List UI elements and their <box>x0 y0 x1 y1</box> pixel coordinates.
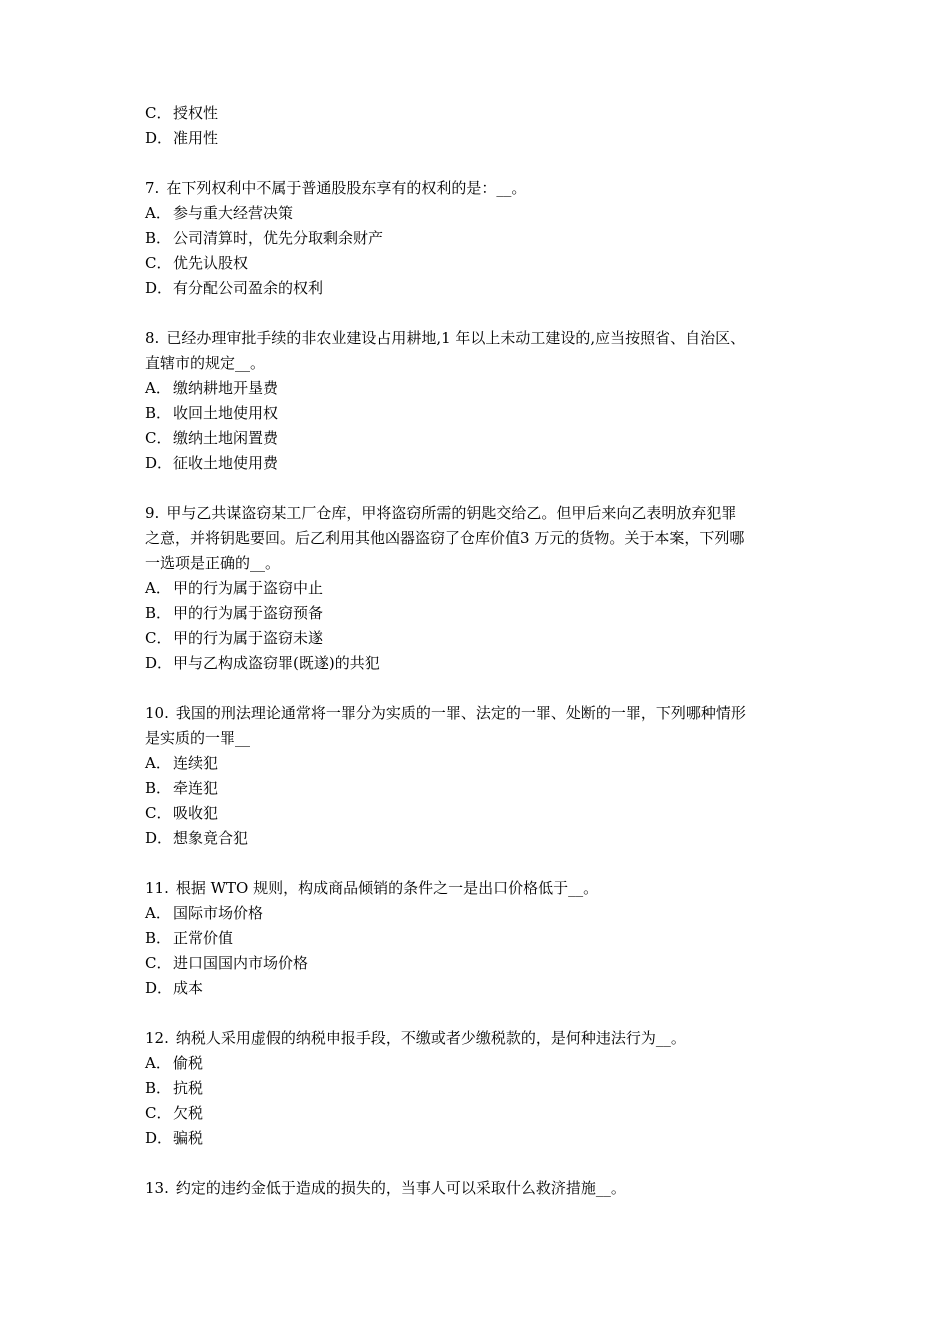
option-text: 征收土地使用费 <box>173 454 279 472</box>
question-text: 约定的违约金低于造成的损失的，当事人可以采取什么救济措施__。 <box>175 1179 626 1197</box>
answer-option <box>145 651 825 676</box>
option-letter: B． <box>145 779 172 797</box>
option-letter: A． <box>145 204 171 222</box>
option-text: 抗税 <box>173 1079 204 1097</box>
option-letter: B． <box>145 1079 172 1097</box>
question-text: 我国的刑法理论通常将一罪分为实质的一罪、法定的一罪、处断的一罪，下列哪种情形 <box>175 704 746 722</box>
option-letter: B． <box>145 229 172 247</box>
option-letter: C． <box>145 804 172 822</box>
answer-option <box>145 1051 825 1076</box>
question-text: 是实质的一罪__ <box>145 729 251 747</box>
option-letter: D． <box>145 829 173 847</box>
option-letter: C． <box>145 429 172 447</box>
answer-option <box>145 901 825 926</box>
answer-option <box>145 976 825 1001</box>
option-letter: D． <box>145 279 173 297</box>
option-text: 甲与乙构成盗窃罪(既遂)的共犯 <box>173 654 380 672</box>
question-text-line <box>145 176 825 201</box>
question-list <box>145 176 825 1201</box>
option-text: 有分配公司盈余的权利 <box>173 279 324 297</box>
option-text: 准用性 <box>173 129 219 147</box>
answer-option <box>145 1076 825 1101</box>
option-letter: A． <box>145 579 171 597</box>
answer-option <box>145 126 825 151</box>
answer-option <box>145 626 825 651</box>
answer-option <box>145 276 825 301</box>
question-number: 7. <box>145 179 160 197</box>
answer-option <box>145 1101 825 1126</box>
question-number: 10. <box>145 704 169 722</box>
option-letter: D． <box>145 654 173 672</box>
question-text: 直辖市的规定__。 <box>145 354 266 372</box>
answer-option <box>145 826 825 851</box>
answer-option <box>145 801 825 826</box>
question-text-line <box>145 501 825 526</box>
option-text: 牵连犯 <box>173 779 219 797</box>
option-text: 进口国国内市场价格 <box>173 954 309 972</box>
option-text: 参与重大经营决策 <box>173 204 294 222</box>
option-text: 偷税 <box>173 1054 204 1072</box>
question-block <box>145 501 825 676</box>
option-letter: C． <box>145 254 172 272</box>
option-letter: A． <box>145 904 171 922</box>
option-letter: A． <box>145 1054 171 1072</box>
option-text: 收回土地使用权 <box>173 404 279 422</box>
question-block <box>145 1176 825 1201</box>
answer-option <box>145 601 825 626</box>
option-text: 吸收犯 <box>173 804 219 822</box>
question-block <box>145 701 825 851</box>
question-text: 一选项是正确的__。 <box>145 554 281 572</box>
question-text: 甲与乙共谋盗窃某工厂仓库，甲将盗窃所需的钥匙交给乙。但甲后来向乙表明放弃犯罪 <box>166 504 737 522</box>
question-block <box>145 176 825 301</box>
question-number: 13. <box>145 1179 169 1197</box>
answer-option <box>145 376 825 401</box>
option-letter: C． <box>145 954 172 972</box>
question-text-line <box>145 551 825 576</box>
option-text: 想象竟合犯 <box>173 829 249 847</box>
option-text: 甲的行为属于盗窃中止 <box>173 579 324 597</box>
answer-option <box>145 451 825 476</box>
option-text: 甲的行为属于盗窃未遂 <box>173 629 324 647</box>
leading-options <box>145 101 825 151</box>
question-number: 8. <box>145 329 160 347</box>
option-letter: D． <box>145 454 173 472</box>
question-text: 在下列权利中不属于普通股股东享有的权利的是：__。 <box>166 179 527 197</box>
option-text: 欠税 <box>173 1104 204 1122</box>
option-text: 骗税 <box>173 1129 204 1147</box>
question-text-line <box>145 326 825 351</box>
answer-option <box>145 776 825 801</box>
option-letter: D． <box>145 979 173 997</box>
answer-option <box>145 951 825 976</box>
option-letter: B． <box>145 604 172 622</box>
option-letter: D． <box>145 1129 173 1147</box>
option-letter: B． <box>145 929 172 947</box>
question-text-line <box>145 351 825 376</box>
question-number: 11. <box>145 879 169 897</box>
option-letter: C． <box>145 104 172 122</box>
answer-option <box>145 426 825 451</box>
option-text: 缴纳耕地开垦费 <box>173 379 279 397</box>
option-letter: C． <box>145 629 172 647</box>
option-letter: B． <box>145 404 172 422</box>
option-text: 国际市场价格 <box>173 904 264 922</box>
question-text: 已经办理审批手续的非农业建设占用耕地,1 年以上未动工建设的,应当按照省、自治区、 <box>166 329 746 347</box>
option-text: 缴纳土地闲置费 <box>173 429 279 447</box>
option-text: 授权性 <box>173 104 219 122</box>
answer-option <box>145 926 825 951</box>
document-page <box>145 101 825 1201</box>
answer-option <box>145 101 825 126</box>
option-text: 甲的行为属于盗窃预备 <box>173 604 324 622</box>
option-letter: A． <box>145 754 171 772</box>
question-text-line <box>145 701 825 726</box>
question-block <box>145 1026 825 1151</box>
question-block <box>145 876 825 1001</box>
question-block <box>145 326 825 476</box>
question-text-line <box>145 726 825 751</box>
question-number: 9. <box>145 504 160 522</box>
question-text-line <box>145 876 825 901</box>
question-text-line <box>145 1026 825 1051</box>
option-text: 优先认股权 <box>173 254 249 272</box>
option-text: 成本 <box>173 979 204 997</box>
question-text-line <box>145 526 825 551</box>
option-letter: A． <box>145 379 171 397</box>
question-text: 之意，并将钥匙要回。后乙利用其他凶器盗窃了仓库价值3 万元的货物。关于本案，下列哪 <box>145 529 745 547</box>
answer-option <box>145 201 825 226</box>
answer-option <box>145 401 825 426</box>
option-letter: C． <box>145 1104 172 1122</box>
answer-option <box>145 1126 825 1151</box>
answer-option <box>145 751 825 776</box>
option-text: 公司清算时，优先分取剩余财产 <box>173 229 384 247</box>
answer-option <box>145 576 825 601</box>
option-letter: D． <box>145 129 173 147</box>
question-text: 纳税人采用虚假的纳税申报手段，不缴或者少缴税款的，是何种违法行为__。 <box>175 1029 686 1047</box>
question-number: 12. <box>145 1029 169 1047</box>
option-text: 正常价值 <box>173 929 234 947</box>
question-text-line <box>145 1176 825 1201</box>
answer-option <box>145 226 825 251</box>
question-text: 根据 WTO 规则，构成商品倾销的条件之一是出口价格低于__。 <box>175 879 599 897</box>
answer-option <box>145 251 825 276</box>
option-text: 连续犯 <box>173 754 219 772</box>
